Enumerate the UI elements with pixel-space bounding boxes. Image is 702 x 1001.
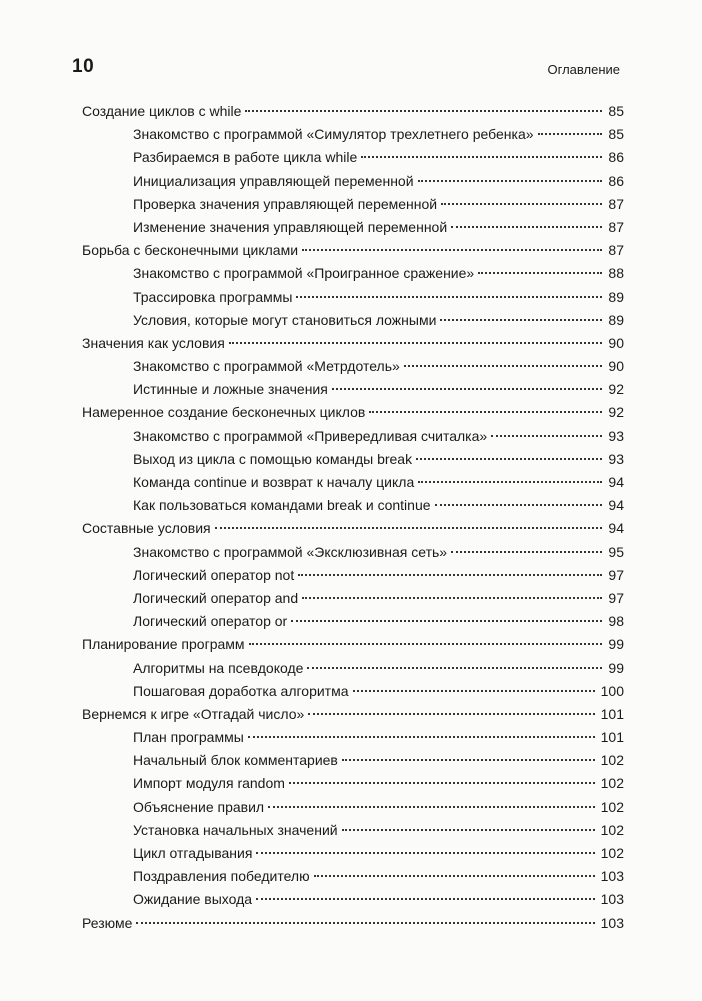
entry-page-number: 94	[608, 520, 624, 537]
dot-leader	[291, 620, 602, 622]
entry-title: Объяснение правил	[133, 798, 265, 815]
dot-leader	[369, 411, 602, 413]
toc-section-entry	[82, 703, 624, 726]
toc-subsection-entry	[82, 123, 624, 146]
toc-subsection-entry	[82, 355, 624, 378]
entry-page-number: 103	[600, 891, 624, 908]
entry-title: Алгоритмы на псевдокоде	[133, 659, 304, 676]
entry-page-number: 101	[600, 729, 624, 746]
entry-title: Инициализация управляющей переменной	[133, 172, 414, 189]
dot-leader	[268, 806, 595, 808]
dot-leader	[361, 156, 602, 158]
entry-page-number: 102	[600, 775, 624, 792]
dot-leader	[416, 458, 602, 460]
entry-page-number: 100	[600, 682, 624, 699]
dot-leader	[245, 110, 602, 112]
entry-title: Поздравления победителю	[133, 868, 310, 885]
dot-leader	[215, 527, 603, 529]
dot-leader	[302, 249, 602, 251]
toc-subsection-entry	[82, 657, 624, 680]
entry-page-number: 87	[608, 242, 624, 259]
entry-page-number: 92	[608, 381, 624, 398]
entry-page-number: 89	[608, 311, 624, 328]
toc-section-entry	[82, 239, 624, 262]
entry-title: Истинные и ложные значения	[133, 381, 328, 398]
toc-subsection-entry	[82, 170, 624, 193]
entry-page-number: 90	[608, 358, 624, 375]
entry-page-number: 89	[608, 288, 624, 305]
toc-section-entry	[82, 633, 624, 656]
entry-page-number: 94	[608, 497, 624, 514]
entry-title: Составные условия	[82, 520, 211, 537]
entry-page-number: 90	[608, 334, 624, 351]
entry-title: Планирование программ	[82, 636, 245, 653]
entry-page-number: 102	[600, 752, 624, 769]
entry-page-number: 103	[600, 914, 624, 931]
toc-section-entry	[82, 517, 624, 540]
dot-leader	[441, 203, 602, 205]
toc-subsection-entry	[82, 216, 624, 239]
entry-title: Намеренное создание бесконечных циклов	[82, 404, 366, 421]
entry-page-number: 87	[608, 218, 624, 235]
toc-subsection-entry	[82, 865, 624, 888]
entry-title: Борьба с бесконечными циклами	[82, 242, 299, 259]
entry-title: Разбираемся в работе цикла while	[133, 149, 358, 166]
entry-title: Цикл отгадывания	[133, 845, 253, 861]
dot-leader	[136, 922, 594, 924]
entry-title: Знакомство с программой «Проигранное сражение»	[133, 265, 475, 282]
dot-leader	[307, 667, 602, 669]
entry-title: Начальный блок комментариев	[133, 752, 338, 769]
entry-page-number: 99	[608, 659, 624, 676]
table-of-contents	[82, 100, 624, 935]
entry-page-number: 93	[608, 450, 624, 467]
dot-leader	[404, 365, 603, 367]
entry-title: Условия, которые могут становиться ложными	[133, 311, 437, 328]
toc-subsection-entry	[82, 749, 624, 772]
running-head: Оглавление	[547, 62, 620, 77]
entry-title: Создание циклов с while	[82, 103, 242, 119]
dot-leader	[353, 690, 595, 692]
dot-leader	[256, 852, 594, 854]
toc-subsection-entry	[82, 471, 624, 494]
entry-page-number: 94	[608, 474, 624, 490]
entry-title: Установка начальных значений	[133, 821, 338, 838]
entry-page-number: 95	[608, 543, 624, 560]
toc-subsection-entry	[82, 425, 624, 448]
toc-section-entry	[82, 912, 624, 935]
entry-page-number: 102	[600, 845, 624, 861]
dot-leader	[256, 898, 595, 900]
entry-page-number: 97	[608, 566, 624, 583]
entry-title: Знакомство с программой «Симулятор трехлетнего ребенка»	[133, 126, 534, 143]
entry-page-number: 97	[608, 589, 624, 606]
entry-title: Логический оператор or	[133, 613, 288, 630]
toc-subsection-entry	[82, 772, 624, 795]
toc-subsection-entry	[82, 842, 624, 865]
entry-title: Знакомство с программой «Метрдотель»	[133, 358, 400, 375]
toc-subsection-entry	[82, 146, 624, 169]
entry-title: Логический оператор not	[133, 566, 295, 583]
toc-subsection-entry	[82, 796, 624, 819]
entry-title: Импорт модуля random	[133, 775, 285, 792]
toc-section-entry	[82, 100, 624, 123]
entry-title: Логический оператор and	[133, 589, 299, 606]
entry-page-number: 85	[608, 126, 624, 143]
dot-leader	[451, 226, 602, 228]
entry-page-number: 99	[608, 636, 624, 653]
page-number: 10	[72, 56, 95, 77]
toc-subsection-entry	[82, 541, 624, 564]
dot-leader	[491, 435, 602, 437]
entry-page-number: 85	[608, 103, 624, 119]
toc-subsection-entry	[82, 564, 624, 587]
entry-page-number: 93	[608, 427, 624, 444]
entry-page-number: 101	[600, 705, 624, 722]
dot-leader	[342, 829, 595, 831]
entry-page-number: 102	[600, 821, 624, 838]
dot-leader	[229, 342, 603, 344]
dot-leader	[298, 574, 602, 576]
entry-title: Пошаговая доработка алгоритма	[133, 682, 349, 699]
entry-title: Вернемся к игре «Отгадай число»	[82, 705, 305, 722]
entry-page-number: 88	[608, 265, 624, 282]
entry-page-number: 103	[600, 868, 624, 885]
dot-leader	[296, 296, 602, 298]
dot-leader	[451, 551, 602, 553]
toc-subsection-entry	[82, 193, 624, 216]
entry-page-number: 92	[608, 404, 624, 421]
dot-leader	[332, 388, 603, 390]
toc-section-entry	[82, 332, 624, 355]
toc-subsection-entry	[82, 286, 624, 309]
toc-subsection-entry	[82, 819, 624, 842]
dot-leader	[538, 133, 603, 135]
toc-subsection-entry	[82, 262, 624, 285]
toc-subsection-entry	[82, 888, 624, 911]
toc-subsection-entry	[82, 610, 624, 633]
toc-subsection-entry	[82, 494, 624, 517]
entry-page-number: 86	[608, 149, 624, 166]
entry-title: Знакомство с программой «Привередливая считалка»	[133, 427, 488, 444]
dot-leader	[435, 504, 603, 506]
entry-page-number: 98	[608, 613, 624, 630]
entry-title: Проверка значения управляющей переменной	[133, 195, 438, 212]
dot-leader	[342, 759, 595, 761]
toc-subsection-entry	[82, 680, 624, 703]
entry-title: Изменение значения управляющей переменной	[133, 218, 448, 235]
dot-leader	[418, 481, 602, 483]
dot-leader	[418, 180, 603, 182]
toc-subsection-entry	[82, 448, 624, 471]
dot-leader	[249, 643, 603, 645]
entry-page-number: 102	[600, 798, 624, 815]
toc-subsection-entry	[82, 587, 624, 610]
entry-title: Резюме	[82, 914, 133, 931]
entry-title: План программы	[133, 729, 244, 746]
entry-title: Ожидание выхода	[133, 891, 253, 908]
entry-title: Знакомство с программой «Эксклюзивная сеть»	[133, 543, 448, 560]
dot-leader	[440, 319, 602, 321]
dot-leader	[478, 272, 602, 274]
dot-leader	[289, 782, 595, 784]
entry-title: Трассировка программы	[133, 288, 293, 305]
dot-leader	[302, 597, 602, 599]
dot-leader	[248, 736, 595, 738]
toc-subsection-entry	[82, 726, 624, 749]
toc-section-entry	[82, 401, 624, 424]
entry-page-number: 87	[608, 195, 624, 212]
toc-subsection-entry	[82, 309, 624, 332]
toc-subsection-entry	[82, 378, 624, 401]
entry-title: Команда continue и возврат к началу цикла	[133, 474, 415, 490]
entry-title: Выход из цикла с помощью команды break	[133, 450, 413, 467]
entry-title: Значения как условия	[82, 334, 225, 351]
dot-leader	[308, 713, 594, 715]
entry-page-number: 86	[608, 172, 624, 189]
entry-title: Как пользоваться командами break и continue	[133, 497, 431, 514]
dot-leader	[314, 875, 595, 877]
